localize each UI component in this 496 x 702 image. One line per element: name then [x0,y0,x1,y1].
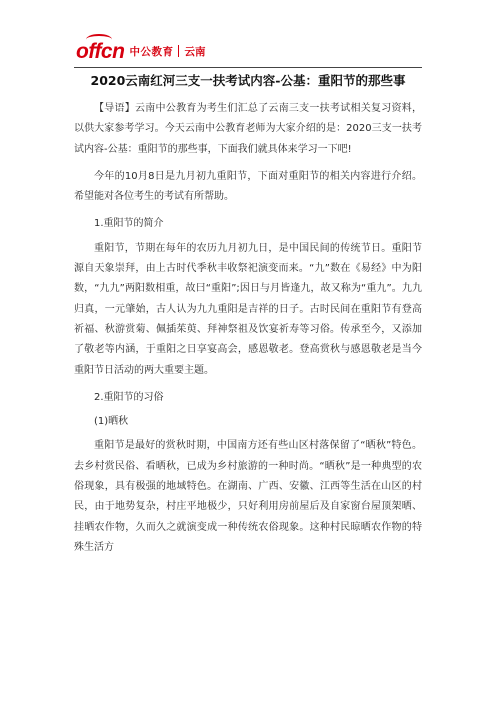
offcn-logo [76,41,124,62]
brand-divider [178,45,179,57]
site-header [76,38,205,64]
brand-region: 云南 [184,45,206,58]
body-paragraph: 重阳节，节期在每年的农历九月初九日，是中国民间的传统节日。重阳节源自天象崇拜，由上古时代季秋丰收祭祀演变而来。“九”数在《易经》中为阳数，“九九”两阳数相重，故曰“重阳”;因日与月皆逢九，故又称为“重九”。九九归真，一元肇始，古人认为九九重阳是吉祥的日子。古时民间在重阳节有登高祈福、秋游赏菊、佩插茱萸、拜神祭祖及饮宴祈寿等习俗。传承至今，又添加了敬老等内涵，于重阳之日享宴高会，感恩敬老。登高赏秋与感恩敬老是当今重阳节日活动的两大重要主题。 [74,242,422,376]
body-paragraph: 重阳节是最好的赏秋时期，中国南方还有些山区村落保留了“晒秋”特色。去乡村赏民俗、看晒秋，已成为乡村旅游的一种时尚。“晒秋”是一种典型的农俗现象，具有极强的地域特色。在湖南、广西、安徽、江西等生活在山区的村民，由于地势复杂，村庄平地极少，只好利用房前屋后及自家窗台屋顶架晒、挂晒农作物，久而久之就演变成一种传统农俗现象。这种村民晾晒农作物的特殊生活方 [74,440,422,553]
document-title: 2020云南红河三支一扶考试内容-公基：重阳节的那些事 [90,73,406,88]
subsection-heading: (1)晒秋 [94,416,129,428]
document-body [74,99,422,565]
logo-text: offcn [76,39,125,63]
intro-paragraph: 【导语】云南中公教育为考生们汇总了云南三支一扶考试相关复习资料，以供大家参考学习。今天云南中公教育老师为大家介绍的是：2020三支一扶考试内容-公基：重阳节的那些事，下面我们就具体来学习一下吧! [74,103,422,155]
section-heading: 2.重阳节的习俗 [94,391,164,403]
section-heading: 1.重阳节的简介 [94,218,164,230]
header-rule [74,67,422,68]
body-paragraph: 今年的10月8日是九月初九重阳节，下面对重阳节的相关内容进行介绍。希望能对各位考生的考试有所帮助。 [74,170,422,203]
brand-name: 中公教育 [129,45,174,58]
logo-swoosh-icon [86,34,112,45]
